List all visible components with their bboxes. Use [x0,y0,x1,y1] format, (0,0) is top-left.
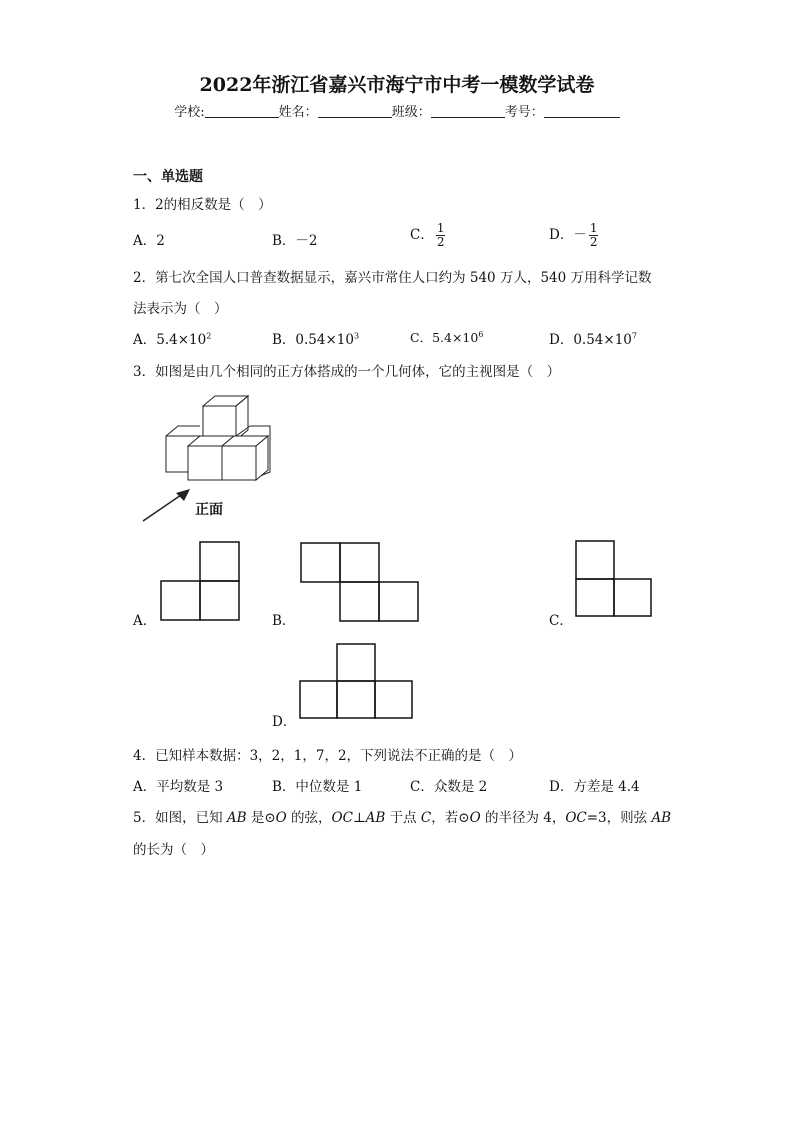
q4-option-b[interactable]: B．中位数是 1 [272,779,363,795]
q3-option-d[interactable]: D． [272,714,297,730]
q4-option-c[interactable]: C．众数是 2 [410,779,488,795]
q4-option-d[interactable]: D．方差是 4.4 [549,779,640,795]
q1-d-prefix: D．－ [549,227,587,243]
q2-c-exponent: 6 [478,329,484,339]
q2-stem-line1: 2．第七次全国人口普查数据显示，嘉兴市常住人口约为 540 万人，540 万用科学记数 [133,270,652,286]
exam-title: 2022年浙江省嘉兴市海宁市中考一模数学试卷 [199,74,595,96]
q2-d-exponent: 7 [631,331,637,341]
q2-a-exponent: 2 [206,331,212,341]
q5-var-c: C [420,810,432,826]
q2-b-exponent: 3 [353,331,360,341]
q1-c-prefix: C． [410,227,434,243]
q2-c-base: C．5.4×10 [410,330,479,345]
q5-var-ab: AB [651,810,672,826]
fraction-numerator: 1 [436,221,445,235]
q4-option-a[interactable]: A．平均数是 3 [133,779,224,795]
fraction-denominator: 2 [589,235,598,249]
q5-stem-line1 [133,806,671,826]
q2-a-base: A．5.4×10 [133,332,207,348]
q1-stem: 1．2的相反数是（ ） [133,197,272,213]
q5-text: 的弦， [286,810,332,826]
q5-var-ab: AB [226,810,247,826]
q3-option-b[interactable]: B． [272,613,296,629]
q5-var-oc: OC [565,810,587,826]
q2-b-base: B．0.54×10 [272,332,354,348]
q5-text: 是⊙ [246,810,276,826]
q5-text: 的半径为 4， [480,810,566,826]
exam-no-label: 考号： [504,105,544,120]
q2-d-base: D．0.54×10 [549,332,632,348]
q5-text: 5．如图，已知 [133,810,227,826]
q3-option-a[interactable]: A． [133,613,157,629]
q5-text: ，若⊙ [431,810,470,826]
fraction-denominator: 2 [436,235,445,249]
class-label: 班级： [391,105,431,120]
q5-text: 于点 [385,810,421,826]
q5-var-o: O [469,810,481,826]
q1-option-b[interactable]: B．－2 [272,233,318,249]
q3-stem: 3．如图是由几个相同的正方体搭成的一个几何体，它的主视图是（ ） [133,364,561,380]
q5-text: =3，则弦 [586,810,652,826]
q5-var-ab: AB [365,810,386,826]
q1-option-a[interactable]: A．2 [133,233,165,249]
q4-stem: 4．已知样本数据：3，2，1，7，2，下列说法不正确的是（ ） [133,748,523,764]
q5-stem-line2: 的长为（ ） [133,842,214,858]
q3-option-c[interactable]: C． [549,613,573,629]
fraction-numerator: 1 [589,221,598,235]
front-label: 正面 [195,502,223,518]
name-label: 姓名： [278,105,318,120]
q5-var-o: O [275,810,287,826]
school-label: 学校: [174,105,205,120]
q2-stem-line2: 法表示为（ ） [133,301,228,317]
section-title: 一、单选题 [133,169,203,185]
q5-text: ⊥ [352,810,366,826]
q5-var-oc: OC [331,810,353,826]
